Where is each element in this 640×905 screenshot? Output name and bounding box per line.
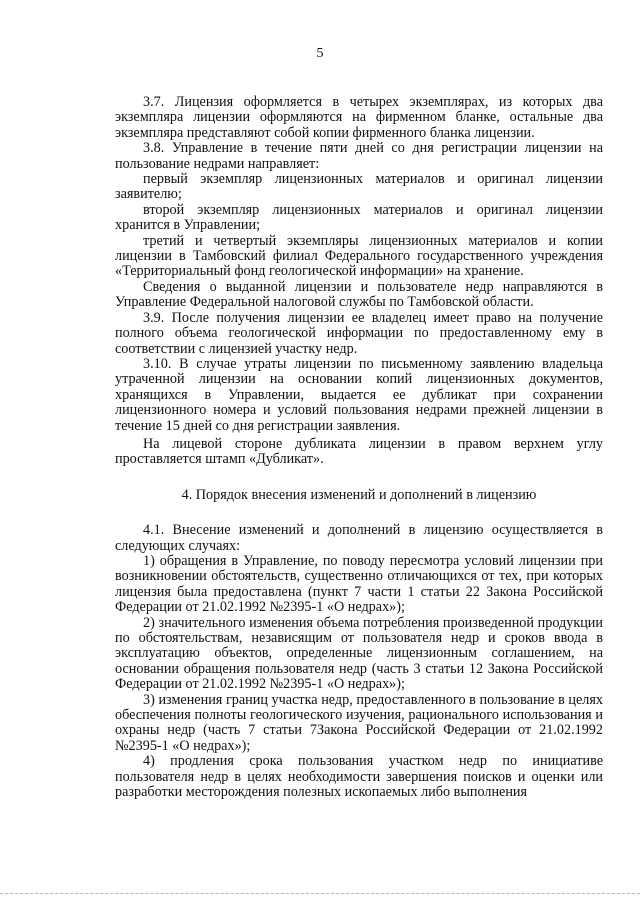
section-heading: 4. Порядок внесения изменений и дополнений в лицензию: [181, 486, 537, 503]
paragraph-tax-service: Сведения о выданной лицензии и пользователе недр направляются в Управление Федеральной налоговой службы по Тамбовской области.: [115, 278, 603, 311]
paragraph-third-fourth-copies: третий и четвертый экземпляры лицензионных материалов и копии лицензии в Тамбовский филиал Федерального государственного учреждения «Территориальный фонд геологической информации» на хранение.: [115, 232, 603, 280]
paragraph-4-1: 4.1. Внесение изменений и дополнений в лицензию осуществляется в следующих случаях:: [115, 522, 603, 554]
scan-edge-line: [0, 893, 640, 895]
paragraph-3-10: 3.10. В случае утраты лицензии по письменному заявлению владельца утраченной лицензии на основании копий лицензионных документов, хранящихся в Управлении, выдается ее дубликат при сохранении лицензионного номера и условий пользования недрами прежней лицензии в течение 15 дней со дня регистрации заявления.: [115, 355, 603, 434]
paragraph-second-copy: второй экземпляр лицензионных материалов и оригинал лицензии хранится в Управлении;: [115, 201, 603, 234]
list-item-2: 2) значительного изменения объема потребления произведенной продукции по обстоятельствам, независящим от пользователя недр и сроков ввода в эксплуатацию объектов, определенные лицензионным соглашением, на основании обращения пользователя недр (часть 3 статьи 12 Закона Российской Федерации от 21.02.1992 №2395-1 «О недрах»);: [115, 614, 603, 693]
paragraph-3-8: 3.8. Управление в течение пяти дней со дня регистрации лицензии на пользование недрами направляет:: [115, 140, 603, 172]
list-item-1: 1) обращения в Управление, по поводу пересмотра условий лицензии при возникновении обстоятельств, существенно отличающихся от тех, при которых лицензия была предоставлена (пункт 7 части 1 статьи 22 Закона Российской Федерации от 21.02.1992 №2395-1 «О недрах»);: [115, 552, 603, 616]
paragraph-first-copy: первый экземпляр лицензионных материалов и оригинал лицензии заявителю;: [115, 171, 603, 203]
document-body: [115, 95, 603, 800]
list-item-3: 3) изменения границ участка недр, предоставленного в пользование в целях обеспечения полноты геологического изучения, рационального использования и охраны недр (часть 7 статьи 7Закона Российской Федерации от 21.02.1992 №2395-1 «О недрах»);: [115, 691, 603, 754]
paragraph-duplicate-stamp: На лицевой стороне дубликата лицензии в правом верхнем углу проставляется штамп «Дубликат».: [115, 435, 603, 468]
paragraph-3-7: 3.7. Лицензия оформляется в четырех экземплярах, из которых два экземпляра лицензии оформляются на фирменном бланке, остальные два экземпляра представляют собой копии фирменного бланка лицензии.: [115, 94, 603, 141]
page-number: 5: [316, 46, 324, 61]
list-item-4: 4) продления срока пользования участком недр по инициативе пользователя недр в целях необходимости завершения поисков и оценки или разработки месторождения полезных ископаемых либо выполнения: [115, 753, 603, 801]
paragraph-3-9: 3.9. После получения лицензии ее владелец имеет право на получение полного объема геологической информации по предоставленному ему в соответствии с лицензией участку недр.: [115, 309, 603, 357]
